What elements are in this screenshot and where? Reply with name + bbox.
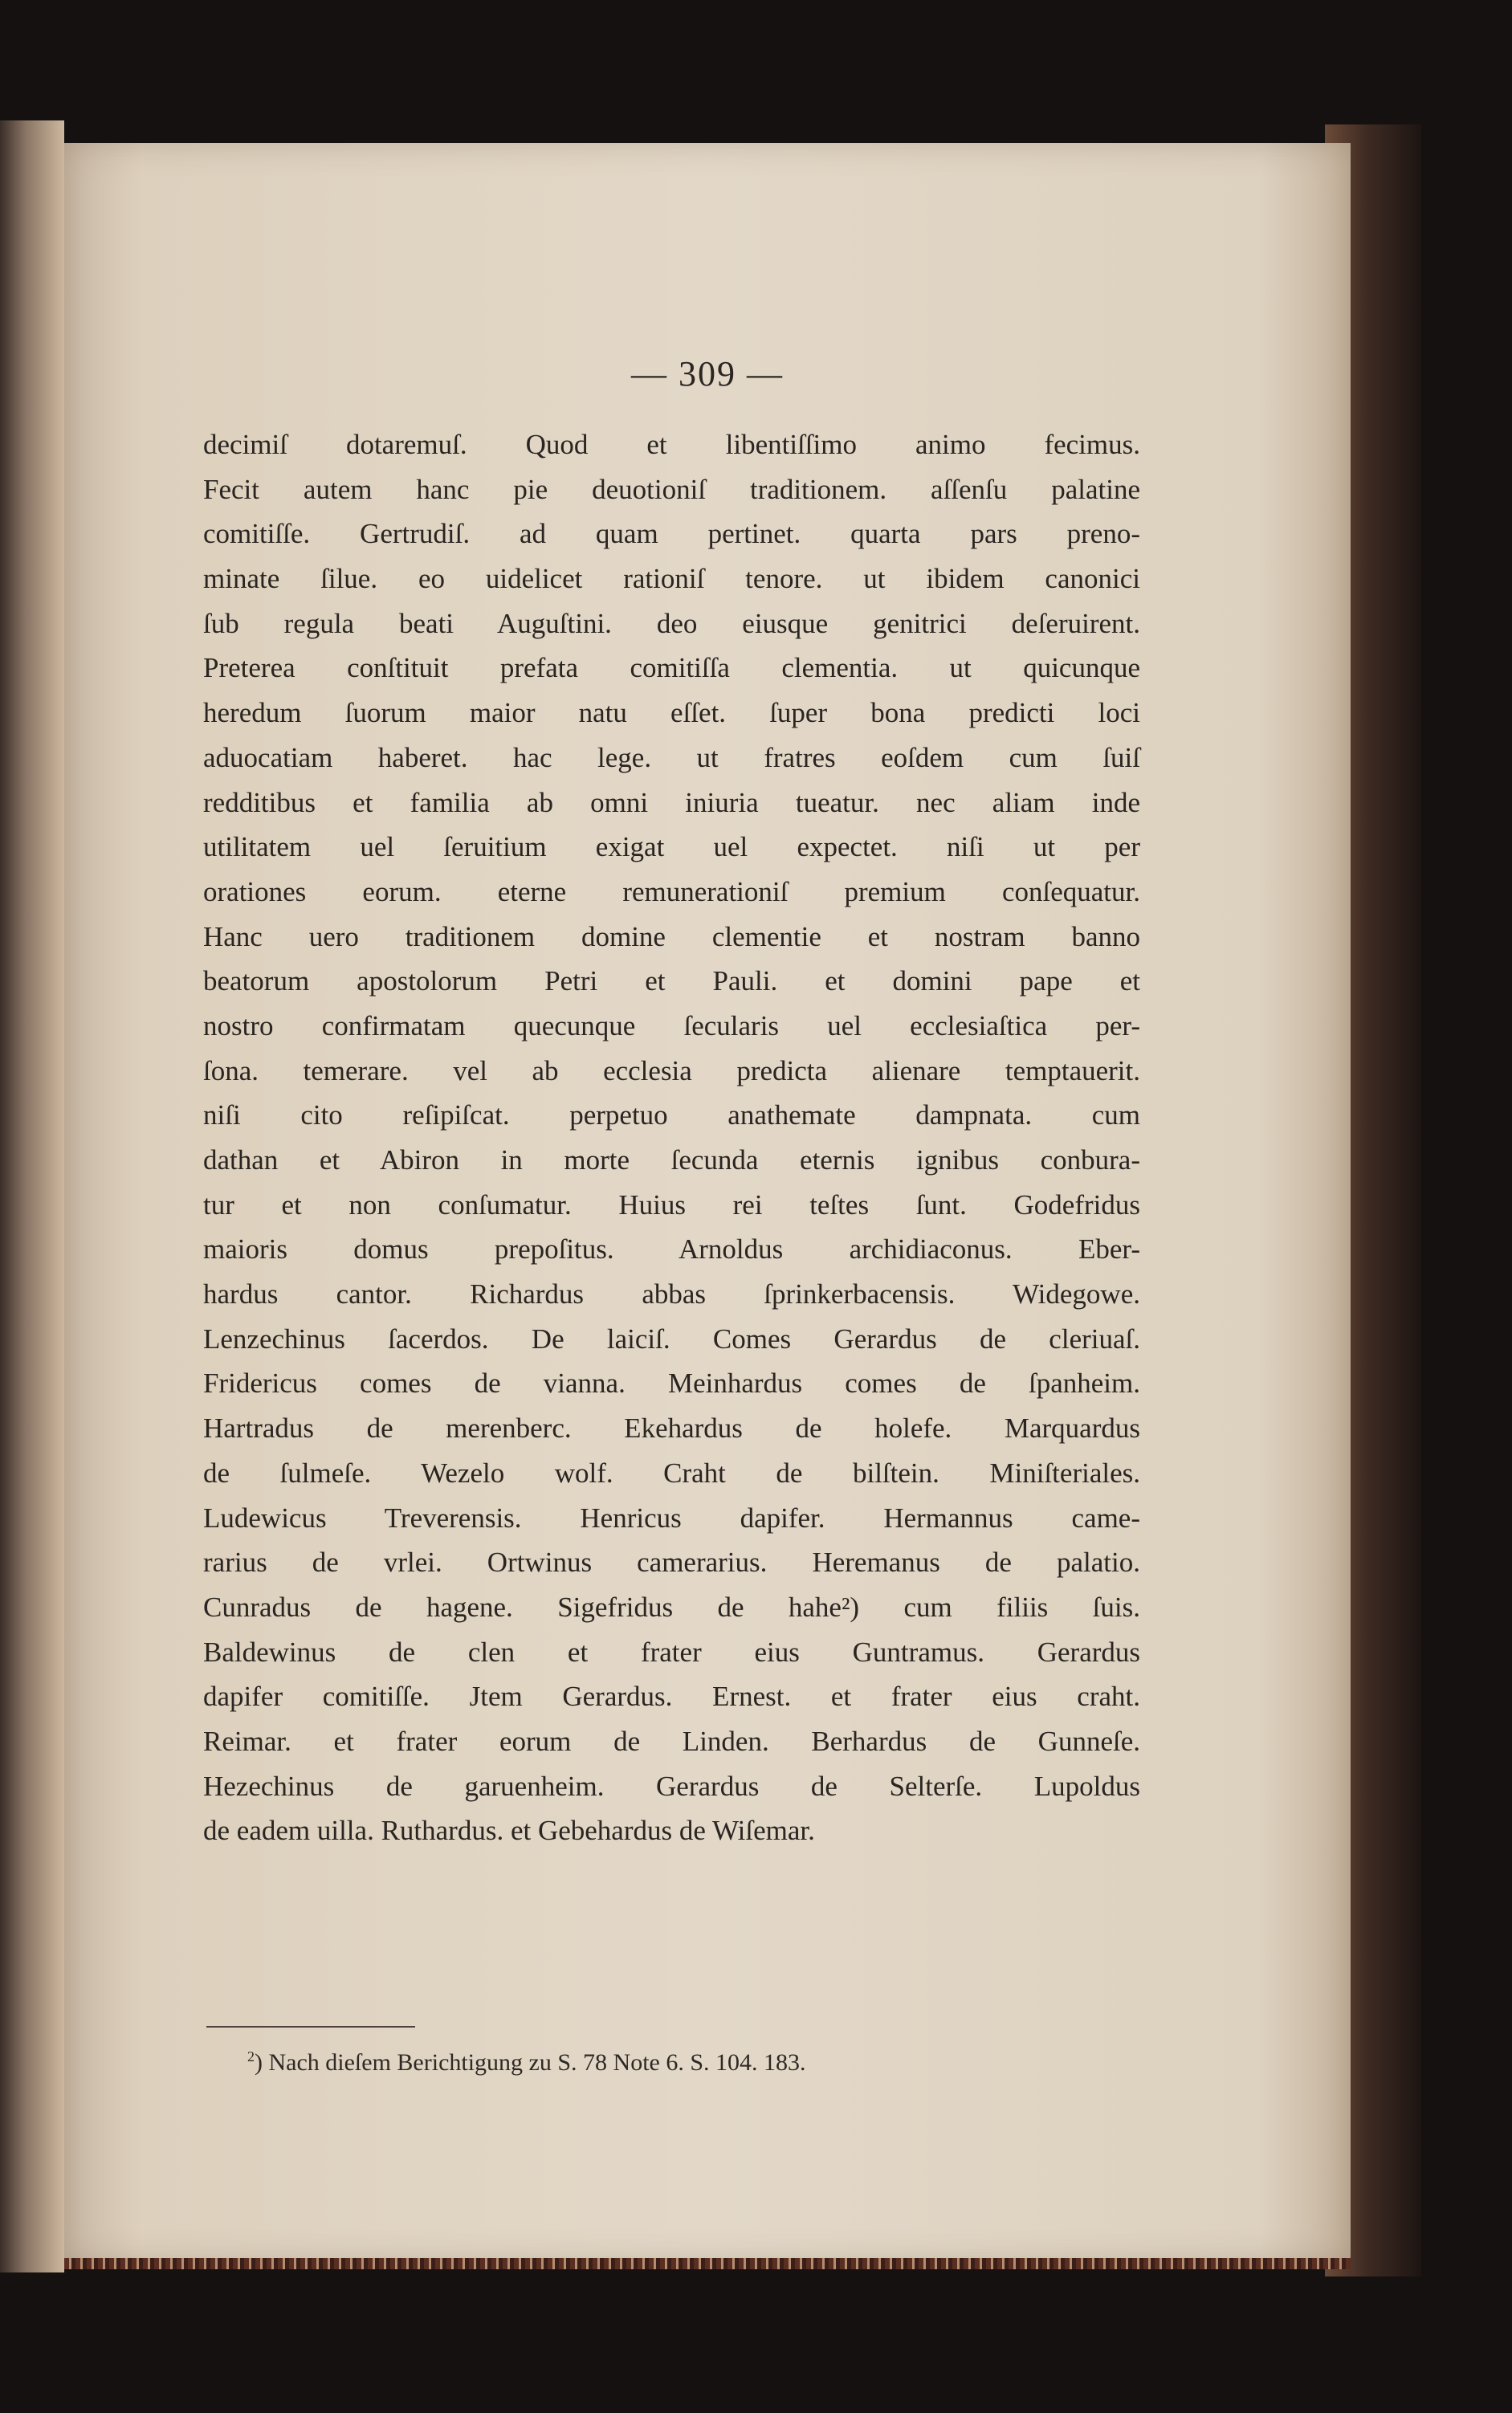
book-cover-left [0, 120, 64, 2272]
text-line: Preterea conſtituit prefata comitiſſa clementia. ut quicunque [203, 652, 1140, 684]
body-text [203, 422, 1140, 1853]
text-line: de ſulmeſe. Wezelo wolf. Craht de bilſtein. Miniſteriales. [203, 1457, 1140, 1489]
text-line: Hezechinus de garuenheim. Gerardus de Selterſe. Lupoldus [203, 1770, 1140, 1802]
text-line: Hartradus de merenberc. Ekehardus de holefe. Marquardus [203, 1412, 1140, 1445]
text-line: dapifer comitiſſe. Jtem Gerardus. Ernest. et frater eius craht. [203, 1681, 1140, 1713]
footnote [247, 2048, 806, 2077]
text-line: decimiſ dotaremuſ. Quod et libentiſſimo animo fecimus. [203, 429, 1140, 460]
text-line: heredum ſuorum maior natu eſſet. ſuper bona predicti loci [203, 697, 1140, 729]
text-line: dathan et Abiron in morte ſecunda eternis ignibus conbura- [203, 1144, 1140, 1176]
book-page [64, 143, 1351, 2263]
text-line: Baldewinus de clen et frater eius Guntramus. Gerardus [203, 1636, 1140, 1668]
page-bottom-edge [64, 2258, 1351, 2269]
text-line: redditibus et familia ab omni iniuria tueatur. nec aliam inde [203, 786, 1140, 818]
text-line: Cunradus de hagene. Sigefridus de hahe²) cum filiis ſuis. [203, 1591, 1140, 1623]
text-line: de eadem uilla. Ruthardus. et Gebehardus de Wiſemar. [203, 1815, 815, 1847]
text-line: tur et non conſumatur. Huius rei teſtes ſunt. Godefridus [203, 1188, 1140, 1221]
footnote-text: ) Nach dieſem Berichtigung zu S. 78 Note 6. S. 104. 183. [255, 2049, 806, 2076]
text-line: Fecit autem hanc pie deuotioniſ traditionem. aſſenſu palatine [203, 473, 1140, 505]
footnote-marker: 2 [247, 2048, 255, 2065]
text-line: hardus cantor. Richardus abbas ſprinkerbacensis. Widegowe. [203, 1278, 1140, 1310]
text-line: utilitatem uel ſeruitium exigat uel expectet. niſi ut per [203, 831, 1140, 863]
text-line: comitiſſe. Gertrudiſ. ad quam pertinet. quarta pars preno- [203, 518, 1140, 550]
text-line: beatorum apostolorum Petri et Pauli. et domini pape et [203, 965, 1140, 997]
text-line: maioris domus prepoſitus. Arnoldus archidiaconus. Eber- [203, 1233, 1140, 1266]
text-line: Fridericus comes de vianna. Meinhardus comes de ſpanheim. [203, 1368, 1140, 1400]
text-line: ſona. temerare. vel ab ecclesia predicta alienare temptauerit. [203, 1054, 1140, 1086]
footnote-rule [206, 2026, 415, 2028]
page-number: — 309 — [631, 354, 784, 393]
text-line: orationes eorum. eterne remunerationiſ premium conſequatur. [203, 875, 1140, 907]
text-line: rarius de vrlei. Ortwinus camerarius. Heremanus de palatio. [203, 1547, 1140, 1579]
text-line: nostro confirmatam quecunque ſecularis uel ecclesiaſtica per- [203, 1009, 1140, 1041]
text-line: niſi cito reſipiſcat. perpetuo anathemate dampnata. cum [203, 1099, 1140, 1131]
text-line: Reimar. et frater eorum de Linden. Berhardus de Gunneſe. [203, 1725, 1140, 1757]
text-line: ſub regula beati Auguſtini. deo eiusque genitrici deſeruirent. [203, 607, 1140, 639]
text-line: Lenzechinus ſacerdos. De laiciſ. Comes Gerardus de cleriuaſ. [203, 1323, 1140, 1355]
text-line: Ludewicus Treverensis. Henricus dapifer. Hermannus came- [203, 1502, 1140, 1534]
text-line: Hanc uero traditionem domine clementie et nostram banno [203, 920, 1140, 952]
text-line: aduocatiam haberet. hac lege. ut fratres eoſdem cum ſuiſ [203, 741, 1140, 773]
text-line: minate ſilue. eo uidelicet rationiſ tenore. ut ibidem canonici [203, 563, 1140, 595]
